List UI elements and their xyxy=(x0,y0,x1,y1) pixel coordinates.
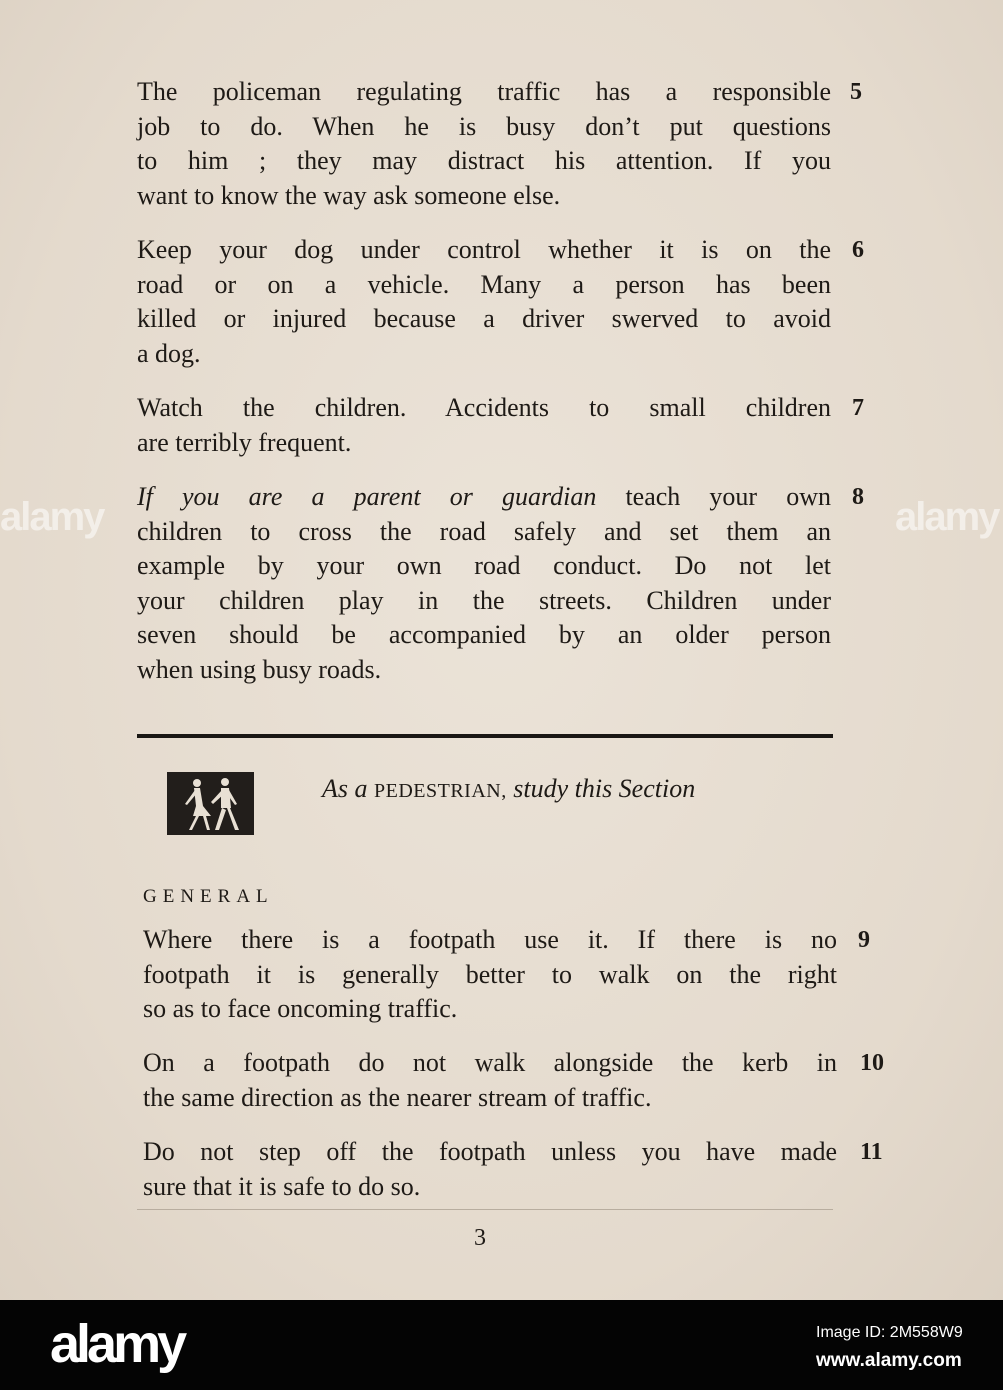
text-line: the same direction as the nearer stream of traffic. xyxy=(143,1082,652,1112)
text-line: The policeman regulating traffic has a responsible xyxy=(137,77,831,106)
subheading-general: GENERAL xyxy=(143,886,274,907)
heading-post: study this Section xyxy=(513,774,696,803)
text-line: want to know the way ask someone else. xyxy=(137,180,561,210)
footer-bar xyxy=(0,1300,1003,1390)
text-line: road or on a vehicle. Many a person has been xyxy=(137,269,831,299)
text-line: If you are a parent or guardian teach your own xyxy=(137,482,832,511)
text-line: seven should be accompanied by an older person xyxy=(137,620,831,649)
text-line: a dog. xyxy=(137,338,201,368)
watermark-right: alamy xyxy=(895,495,999,539)
text-line: Watch the children. Accidents to small children xyxy=(137,393,831,422)
bottom-rule xyxy=(137,1209,833,1210)
paragraph-8 xyxy=(137,480,831,687)
pedestrians-icon xyxy=(167,772,254,835)
paragraph-number: 9 xyxy=(858,927,870,953)
heading-pre: As a xyxy=(322,774,368,803)
text-line: job to do. When he is busy don’t put questions xyxy=(137,111,831,141)
text-line: Keep your dog under control whether it is on the xyxy=(137,235,831,264)
text-line: so as to face oncoming traffic. xyxy=(143,994,458,1023)
paragraph-7 xyxy=(137,391,831,460)
page-number: 3 xyxy=(474,1225,486,1251)
paragraph-5 xyxy=(137,75,831,213)
watermark-left: alamy xyxy=(0,495,104,539)
paragraph-number: 8 xyxy=(852,484,864,510)
paragraph-number: 10 xyxy=(860,1050,884,1076)
text-line: to him ; they may distract his attention. If you xyxy=(137,146,831,175)
site-url[interactable]: www.alamy.com xyxy=(816,1350,962,1371)
paragraph-11 xyxy=(143,1135,837,1204)
text-line: On a footpath do not walk alongside the kerb in xyxy=(143,1048,837,1077)
text-line: Where there is a footpath use it. If there is no xyxy=(143,925,837,954)
text-line: example by your own road conduct. Do not let xyxy=(137,551,831,580)
paragraph-6 xyxy=(137,233,831,371)
paragraph-number: 5 xyxy=(850,79,862,105)
section-heading xyxy=(322,772,695,808)
text-line: your children play in the streets. Children under xyxy=(137,585,831,615)
text-line: are terribly frequent. xyxy=(137,427,352,457)
text-line: Do not step off the footpath unless you have made xyxy=(143,1137,837,1166)
paragraph-10 xyxy=(143,1046,837,1115)
heading-caps: PEDESTRIAN, xyxy=(374,780,507,802)
text-line: children to cross the road safely and set them an xyxy=(137,516,831,546)
paragraph-9 xyxy=(143,923,837,1027)
paragraph-number: 11 xyxy=(860,1139,883,1165)
alamy-logo: alamy xyxy=(50,1314,184,1374)
text-line: footpath it is generally better to walk on the right xyxy=(143,959,837,989)
text-line: when using busy roads. xyxy=(137,654,382,684)
section-divider xyxy=(137,734,833,738)
paragraph-number: 7 xyxy=(852,395,864,421)
image-id: Image ID: 2M558W9 xyxy=(816,1324,963,1341)
text-line: sure that it is safe to do so. xyxy=(143,1171,421,1201)
paragraph-number: 6 xyxy=(852,237,864,263)
text-line: killed or injured because a driver swerved to avoid xyxy=(137,304,831,333)
